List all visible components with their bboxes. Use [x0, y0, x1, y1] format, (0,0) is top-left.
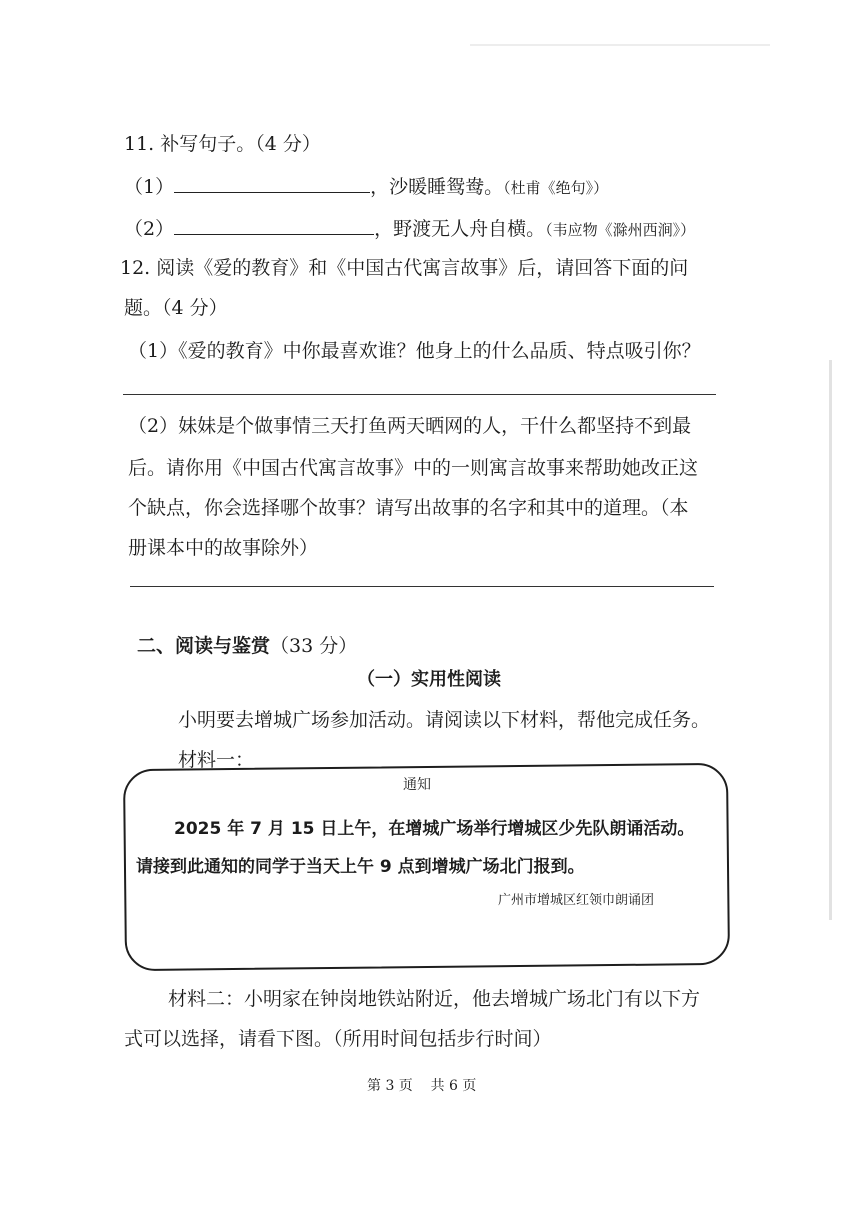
material-2-line-1: 材料二：小明家在钟岗地铁站附近，他去增城广场北门有以下方 [168, 988, 701, 1010]
scan-artifact-top [470, 44, 770, 46]
notice-title: 通知 [403, 777, 431, 793]
notice-line-1: 2025 年 7 月 15 日上午，在增城广场举行增城区少先队朗诵活动。 [174, 819, 695, 839]
section-2-score: （33 分） [270, 635, 358, 657]
page-footer: 第 3 页 共 6 页 [367, 1078, 477, 1094]
q11-answer-blank-2[interactable] [174, 216, 374, 235]
material-2-line-2: 式可以选择，请看下图。（所用时间包括步行时间） [124, 1028, 552, 1050]
q12-sub-2-line-4: 册课本中的故事除外） [128, 537, 319, 559]
q11-line-1-prefix: （1） [124, 176, 175, 198]
q12-answer-line-1[interactable] [123, 394, 716, 395]
notice-line-2: 请接到此通知的同学于当天上午 9 点到增城广场北门报到。 [136, 857, 585, 877]
q12-sub-2-line-3: 个缺点，你会选择哪个故事？请写出故事的名字和其中的道理。（本 [128, 497, 689, 519]
q11-line-2 [124, 216, 695, 242]
q12-sub-1: （1）《爱的教育》中你最喜欢谁？他身上的什么品质、特点吸引你？ [128, 340, 701, 362]
q12-title-line-1: 12. 阅读《爱的教育》和《中国古代寓言故事》后，请回答下面的问 [120, 257, 689, 279]
q12-sub-2-line-2: 后。请你用《中国古代寓言故事》中的一则寓言故事来帮助她改正这 [128, 457, 699, 479]
q11-line-1-text: ，沙暖睡鸳鸯。 [370, 176, 504, 198]
section-2-heading [137, 634, 357, 658]
q11-title: 11. 补写句子。（4 分） [124, 133, 321, 155]
notice-signature: 广州市增城区红领巾朗诵团 [498, 893, 655, 908]
part-1-title: （一）实用性阅读 [357, 669, 501, 690]
q11-line-1-source: （杜甫《绝句》） [503, 179, 609, 197]
q12-sub-2-line-1: （2）妹妹是个做事情三天打鱼两天晒网的人，干什么都坚持不到最 [128, 415, 692, 437]
q11-line-2-source: （韦应物《滁州西涧》） [545, 221, 696, 239]
q11-line-2-prefix: （2） [124, 218, 175, 240]
material-1-label: 材料一： [178, 749, 255, 771]
q11-line-1 [124, 174, 608, 200]
q11-line-2-text: ，野渡无人舟自横。 [374, 218, 546, 240]
q12-title-line-2: 题。（4 分） [124, 297, 228, 319]
reading-intro: 小明要去增城广场参加活动。请阅读以下材料，帮他完成任务。 [178, 709, 711, 731]
section-2-title: 二、阅读与鉴赏 [137, 635, 271, 657]
q12-answer-line-2[interactable] [130, 586, 714, 587]
scan-artifact-right [829, 360, 832, 920]
q11-answer-blank-1[interactable] [174, 174, 370, 193]
